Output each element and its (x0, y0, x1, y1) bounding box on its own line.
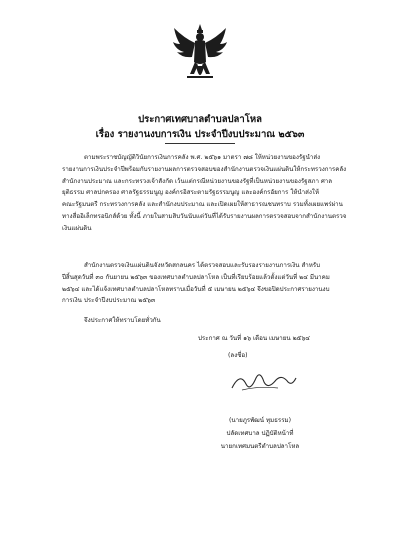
paragraph-legal-basis (62, 152, 362, 235)
signer-acting-position: นายกเทศมนตรีตำบลปลาโหล (220, 443, 300, 450)
signature-caption: (ลงชื่อ) (228, 352, 248, 359)
text-line: รายงานการเงินประจำปีพร้อมกับรายงานผลการตรวจสอบของสำนักงานตรวจเงินแผ่นดินให้กระทรวงการคลัง (62, 165, 347, 173)
text-line: สำนักงานประมาณ และกระทรวงเจ้าสังกัด เว้นแต่กรณีหน่วยงานของรัฐที่เป็นหน่วยงานของรัฐสภา ศาล (62, 177, 333, 185)
text-line: ทางสื่ออิเล็กทรอนิกส์ด้วย ทั้งนี้ ภายในสามสิบวันนับแต่วันที่ได้รับรายงานผลการตรวจสอบจากสำนักงานตรวจ (62, 212, 347, 220)
title-divider (165, 143, 235, 144)
announcement-subject: เรื่อง รายงานงบการเงิน ประจำปีงบประมาณ ๒๕๖๓ (95, 129, 305, 140)
text-line: คณะรัฐมนตรี กระทรวงการคลัง และสำนักงบประมาณ และเปิดเผยให้สาธารณชนทราบ รวมทั้งเผยแพร่ผ่าน (62, 201, 343, 209)
text-line: ตามพระราชบัญญัติวินัยการเงินการคลัง พ.ศ. ๒๕๖๑ มาตรา ๗๘ ให้หน่วยงานของรัฐนำส่ง (84, 154, 321, 161)
text-line: ๒๕๖๔ และได้แจ้งเทศบาลตำบลปลาโหลทราบเมื่อวันที่ ๕ เมษายน ๒๕๖๔ จึงขอปิดประกาศรายงานงบ (62, 285, 330, 293)
paragraph-closing (62, 315, 362, 327)
signer-name: (นายภูรพัฒน์ ทุมธรรม) (228, 417, 292, 424)
text-line: ปีสิ้นสุดวันที่ ๓๐ กันยายน ๒๕๖๓ ของเทศบาลตำบลปลาโหล เป็นที่เรียบร้อยแล้วตั้งแต่วันที่ ๒๔ มีนาคม (62, 273, 330, 281)
garuda-emblem-icon (170, 22, 230, 88)
handwritten-signature (228, 368, 298, 396)
text-line: การเงิน ประจำปีงบประมาณ ๒๕๖๓ (62, 297, 156, 305)
announcement-title: ประกาศเทศบาลตำบลปลาโหล (138, 114, 262, 125)
signer-position: ปลัดเทศบาล ปฏิบัติหน้าที่ (226, 430, 294, 437)
text-line: สำนักงานตรวจเงินแผ่นดินจังหวัดสกลนคร ได้ตรวจสอบและรับรองรายงานการเงิน สำหรับ (84, 262, 321, 269)
text-line: ยุติธรรม ศาลปกครอง ศาลรัฐธรรมนูญ องค์กรอิสระตามรัฐธรรมนูญ และองค์กรอัยการ ให้นำส่งให้ (62, 189, 320, 197)
paragraph-audit-report (62, 260, 362, 307)
text-line: เงินแผ่นดิน (62, 224, 92, 232)
text-line: จึงประกาศให้ทราบโดยทั่วกัน (84, 317, 161, 324)
announcement-date: ประกาศ ณ วันที่ ๑๖ เดือน เมษายน ๒๕๖๔ (198, 335, 310, 342)
